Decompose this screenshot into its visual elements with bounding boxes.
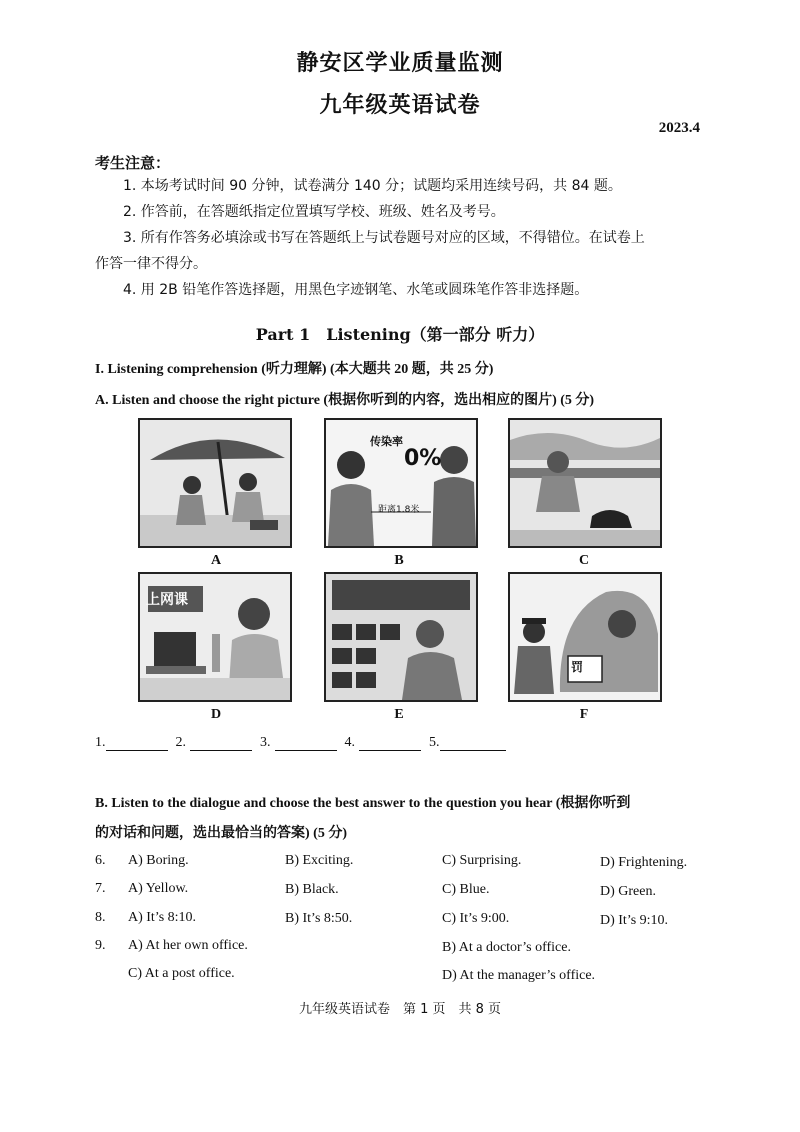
- exam-title: 静安区学业质量监测: [296, 51, 504, 76]
- question-8-option-d[interactable]: D) It’s 9:10.: [600, 913, 669, 928]
- dog-walk-icon: [510, 420, 660, 546]
- notes-heading: 考生注意：: [95, 154, 171, 172]
- note-item-3-cont: 作答一律不得分。: [95, 256, 207, 272]
- question-9-option-b[interactable]: B) At a doctor’s office.: [442, 940, 571, 955]
- question-7-option-b[interactable]: B) Black.: [285, 882, 339, 897]
- picture-b-distance: 距离1.8米: [378, 505, 420, 515]
- blank-label-1: 1.: [95, 735, 106, 750]
- question-7-option-a[interactable]: A) Yellow.: [128, 881, 189, 896]
- question-9-number: 9.: [95, 938, 106, 953]
- blank-label-4: 4.: [344, 735, 355, 750]
- section-b-title-line1: B. Listen to the dialogue and choose the best answer to the question you hear (根据你听到: [95, 796, 631, 811]
- picture-e-label: E: [394, 707, 404, 722]
- question-6-option-b[interactable]: B) Exciting.: [285, 853, 354, 868]
- answer-blank-3[interactable]: [275, 734, 337, 751]
- exam-subtitle: 九年级英语试卷: [319, 93, 481, 118]
- picture-f: [508, 572, 662, 702]
- question-7-option-c[interactable]: C) Blue.: [442, 882, 490, 897]
- section-i-title: I. Listening comprehension (听力理解) (本大题共 20 题，共 25 分): [95, 362, 494, 377]
- picture-a-label: A: [210, 553, 222, 568]
- answer-blanks: [95, 734, 506, 751]
- page-footer: 九年级英语试卷 第 1 页 共 8 页: [298, 1002, 502, 1017]
- picture-e: [324, 572, 478, 702]
- question-7-number: 7.: [95, 881, 106, 896]
- blank-label-2: 2.: [175, 735, 186, 750]
- picture-d-label: D: [210, 707, 222, 722]
- question-9-option-d[interactable]: D) At the manager’s office.: [442, 968, 596, 983]
- picture-b-percent: 0%: [404, 446, 442, 471]
- answer-blank-1[interactable]: [106, 734, 168, 751]
- question-6-option-d[interactable]: D) Frightening.: [600, 855, 688, 870]
- answer-blank-2[interactable]: [190, 734, 252, 751]
- picture-c: [508, 418, 662, 548]
- section-b-title-line2: 的对话和问题，选出最恰当的答案) (5 分): [95, 826, 347, 841]
- beach-scene-icon: [140, 420, 290, 546]
- answer-blank-4[interactable]: [359, 734, 421, 751]
- question-6-option-a[interactable]: A) Boring.: [128, 853, 189, 868]
- question-9-option-c[interactable]: C) At a post office.: [128, 966, 235, 981]
- section-a-title: A. Listen and choose the right picture (根据你听到的内容，选出相应的图片) (5 分): [95, 393, 595, 408]
- note-item-1: 1. 本场考试时间 90 分钟，试卷满分 140 分；试题均采用连续号码，共 84 题。: [123, 178, 622, 194]
- picture-b-label: B: [394, 553, 404, 568]
- picture-f-sign: 罚: [571, 660, 584, 674]
- exam-date: 2023.4: [658, 120, 700, 136]
- question-8-option-c[interactable]: C) It’s 9:00.: [442, 911, 510, 926]
- blank-label-5: 5.: [429, 735, 440, 750]
- question-7-option-d[interactable]: D) Green.: [600, 884, 656, 899]
- cinema-icon: [326, 574, 476, 700]
- question-6-number: 6.: [95, 853, 106, 868]
- question-8-number: 8.: [95, 910, 106, 925]
- answer-blank-5[interactable]: [440, 734, 506, 751]
- note-item-4: 4. 用 2B 铅笔作答选择题，用黑色字迹钢笔、水笔或圆珠笔作答非选择题。: [123, 282, 589, 298]
- picture-b-sign: 传染率: [370, 435, 403, 448]
- question-8-option-b[interactable]: B) It’s 8:50.: [285, 911, 353, 926]
- part1-title: Part 1 Listening（第一部分 听力）: [255, 325, 545, 344]
- traffic-fine-icon: [510, 574, 660, 700]
- question-6-option-c[interactable]: C) Surprising.: [442, 853, 522, 868]
- picture-f-label: F: [579, 707, 589, 722]
- question-8-option-a[interactable]: A) It’s 8:10.: [128, 910, 197, 925]
- question-9-option-a[interactable]: A) At her own office.: [128, 938, 248, 953]
- note-item-2: 2. 作答前，在答题纸指定位置填写学校、班级、姓名及考号。: [123, 204, 505, 220]
- picture-c-label: C: [578, 553, 590, 568]
- picture-d-sign: 上网课: [146, 592, 188, 608]
- note-item-3: 3. 所有作答务必填涂或书写在答题纸上与试卷题号对应的区域，不得错位。在试卷上: [123, 230, 645, 246]
- blank-label-3: 3.: [260, 735, 271, 750]
- picture-a: [138, 418, 292, 548]
